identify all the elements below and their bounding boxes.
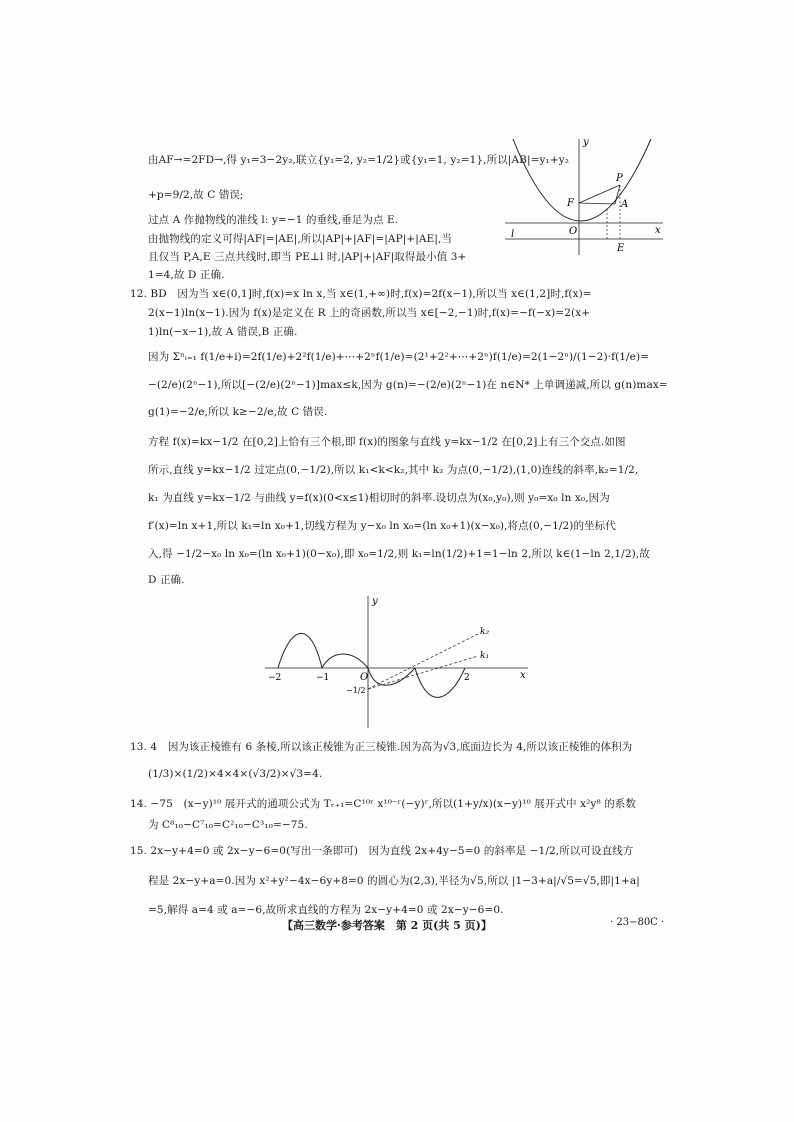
text-line: 14. −75 (x−y)¹⁰ 展开式的通项公式为 Tᵣ₊₁=C¹⁰ʳ x¹⁰⁻ʳ(−y)ʳ,所以(1+y/x)(x−y)¹⁰ 展开式中 x²y⁸ 的系数 [130, 798, 637, 810]
text-line: 1=4,故 D 正确. [148, 269, 225, 281]
text-line: 由抛物线的定义可得|AF|=|AE|,所以|AP|+|AF|=|AP|+|AE|,当 [148, 233, 453, 245]
fig1-label-y: y [583, 137, 589, 148]
text-line: 且仅当 P,A,E 三点共线时,即当 PE⊥l 时,|AP|+|AF|取得最小值 3+ [148, 251, 467, 263]
text-line: D 正确. [148, 574, 185, 586]
text-line: 13. 4 因为该正棱锥有 6 条棱,所以该正棱锥为正三棱锥.因为高为√3,底面边长为 4,所以该正棱锥的体积为 [130, 741, 633, 753]
text-line: 2(x−1)ln(x−1).因为 f(x)是定义在 R 上的奇函数,所以当 x∈[−2,−1)时,f(x)=−f(−x)=2(x+ [148, 307, 591, 319]
fig2-tick-minus-half: −1/2 [346, 686, 366, 695]
text-line: 1)ln(−x−1),故 A 错误,B 正确. [148, 326, 298, 338]
text-line: −(2/e)(2ⁿ−1),所以[−(2/e)(2ⁿ−1)]max≤k,因为 g(n)=−(2/e)(2ⁿ−1)在 n∈N* 上单调递减,所以 g(n)max= [148, 379, 668, 391]
fig1-label-f: F [567, 198, 574, 209]
text-line: 过点 A 作抛物线的准线 l: y=−1 的垂线,垂足为点 E. [148, 214, 399, 226]
fig1-label-l: l [511, 229, 515, 240]
text-line: k₁ 为直线 y=kx−1/2 与曲线 y=f(x)(0<x≤1)相切时的斜率.设切点为(x₀,y₀),则 y₀=x₀ ln x₀,因为 [148, 492, 610, 504]
fig2-label-y: y [372, 596, 378, 607]
footer-left: 【高三数学·参考答案 第 2 页(共 5 页)】 [282, 919, 492, 932]
text-line: 程是 2x−y+a=0.因为 x²+y²−4x−6y+8=0 的圆心为(2,3),半径为√5,所以 |1−3+a|/√5=√5,即|1+a| [148, 875, 640, 887]
text-line: (1/3)×(1/2)×4×4×(√3/2)×√3=4. [148, 768, 323, 780]
fig1-label-a: A [621, 199, 629, 210]
text-line: 所示,直线 y=kx−1/2 过定点(0,−1/2),所以 k₁<k<k₂,其中 k₂ 为点(0,−1/2),(1,0)连线的斜率,k₂=1/2, [148, 464, 639, 476]
text-line: 入,得 −1/2−x₀ ln x₀=(ln x₀+1)(0−x₀),即 x₀=1/2,则 k₁=ln(1/2)+1=1−ln 2,所以 k∈(1−ln 2,1/2),故 [148, 548, 650, 560]
text-line: 因为 Σⁿᵢ₌₁ f(1/e+i)=2f(1/e)+2²f(1/e)+⋯+2ⁿf(1/e)=(2¹+2²+⋯+2ⁿ)f(1/e)=2(1−2ⁿ)/(1−2)·f(1/e)= [148, 351, 650, 363]
text-line: 15. 2x−y+4=0 或 2x−y−6=0(写出一条即可) 因为直线 2x+4y−5=0 的斜率是 −1/2,所以可设直线方 [130, 845, 634, 857]
fig2-tick-minus2: −2 [268, 673, 282, 683]
footer-right: · 23−80C · [610, 917, 665, 928]
text-line: 由AF→=2FD→,得 y₁=3−2y₂,联立{y₁=2, y₂=1/2}或{y₁=1, y₂=1},所以|AB|=y₁+y₂ [148, 154, 570, 166]
function-graph-figure [260, 592, 535, 732]
fig2-label-o: O [360, 672, 369, 683]
fig2-label-x: x [520, 670, 526, 681]
text-line: +p=9/2,故 C 错误; [148, 189, 244, 201]
text-line: 方程 f(x)=kx−1/2 在[0,2]上恰有三个根,即 f(x)的图象与直线 y=kx−1/2 在[0,2]上有三个交点.如图 [148, 436, 626, 448]
fig2-label-k1: k₁ [480, 651, 490, 661]
fig2-tick-minus1: −1 [316, 673, 330, 683]
fig1-label-o: O [569, 226, 578, 237]
fig1-label-x: x [655, 225, 661, 236]
text-line: 为 C⁸₁₀−C⁷₁₀=C²₁₀−C³₁₀=−75. [148, 819, 308, 831]
fig2-label-k2: k₂ [480, 627, 490, 637]
fig2-tick-2: 2 [464, 673, 470, 683]
text-line: 12. BD 因为当 x∈(0,1]时,f(x)=x ln x,当 x∈(1,+∞)时,f(x)=2f(x−1),所以当 x∈(1,2]时,f(x)= [130, 288, 592, 300]
fig1-label-p: P [616, 173, 623, 184]
parabola-figure [503, 133, 668, 263]
text-line: f′(x)=ln x+1,所以 k₁=ln x₀+1,切线方程为 y−x₀ ln x₀=(ln x₀+1)(x−x₀),将点(0,−1/2)的坐标代 [148, 520, 616, 532]
text-line: g(1)=−2/e,所以 k≥−2/e,故 C 错误. [148, 406, 328, 418]
text-line: =5,解得 a=4 或 a=−6,故所求直线的方程为 2x−y+4=0 或 2x−y−6=0. [148, 904, 504, 916]
fig1-label-e: E [617, 243, 625, 254]
